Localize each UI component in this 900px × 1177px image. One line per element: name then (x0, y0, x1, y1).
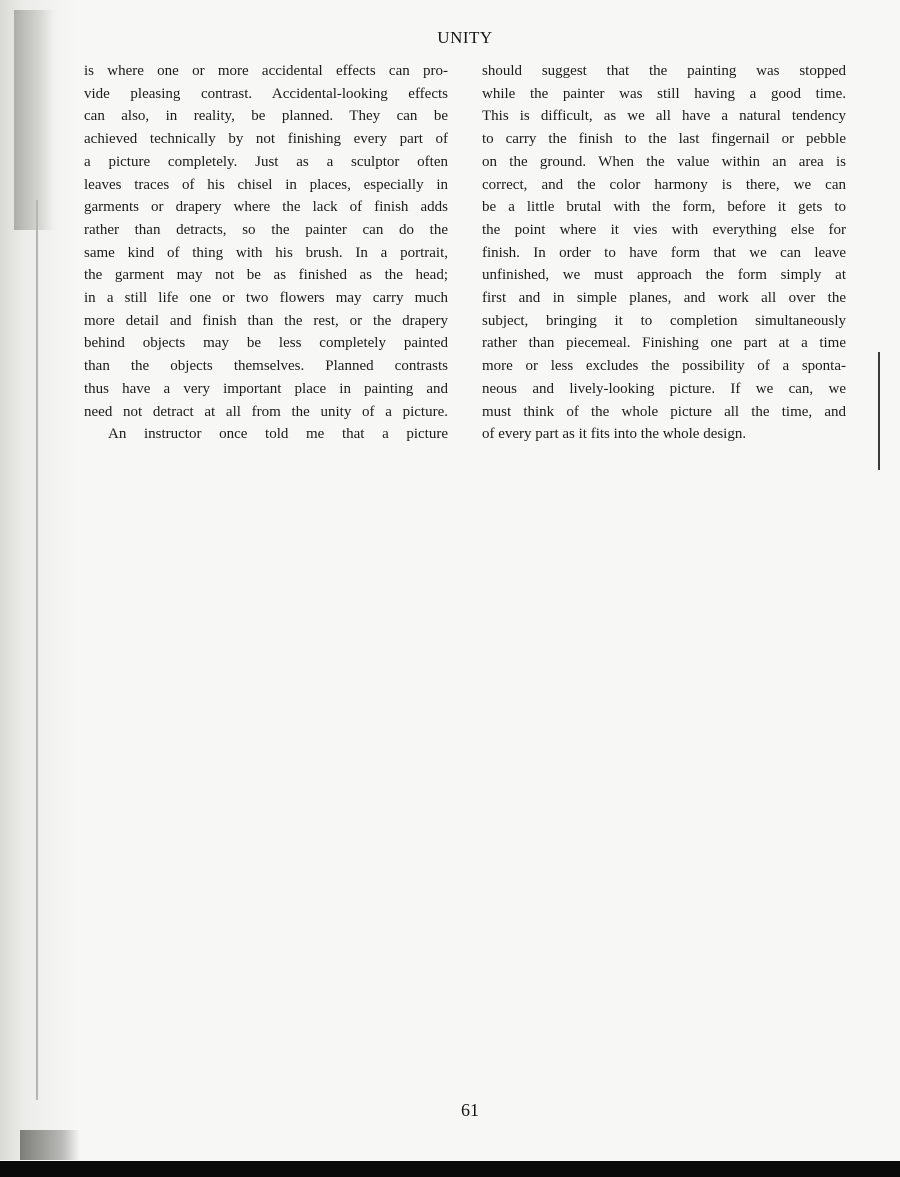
text-line: same kind of thing with his brush. In a portrait, (84, 244, 448, 261)
scan-gutter-bottom-patch (20, 1130, 80, 1160)
text-line: more or less excludes the possibility of a sponta- (482, 358, 846, 375)
scan-gutter-line (36, 200, 38, 1100)
text-line: the point where it vies with everything else for (482, 221, 846, 238)
text-line: must think of the whole picture all the time, and (482, 403, 846, 420)
text-line: correct, and the color harmony is there, we can (482, 176, 846, 193)
scan-right-mark (878, 352, 880, 470)
text-line: to carry the finish to the last fingernail or pebble (482, 131, 846, 148)
text-line: on the ground. When the value within an area is (482, 153, 846, 170)
text-line: This is difficult, as we all have a natural tendency (482, 108, 846, 125)
text-line: garments or drapery where the lack of finish adds (84, 199, 448, 216)
text-line: a picture completely. Just as a sculptor often (84, 153, 448, 170)
text-line: rather than piecemeal. Finishing one part at a time (482, 335, 846, 352)
paragraph-end-line: of every part as it fits into the whole design. (482, 426, 747, 443)
text-line: more detail and finish than the rest, or the drapery (84, 312, 448, 329)
text-line: should suggest that the painting was stopped (482, 63, 846, 79)
text-line: finish. In order to have form that we can leave (482, 244, 846, 261)
text-line: while the painter was still having a good time. (482, 85, 846, 102)
text-line: vide pleasing contrast. Accidental-looking effects (84, 85, 448, 102)
text-line: in a still life one or two flowers may carry much (84, 290, 448, 307)
text-line: thus have a very important place in painting and (84, 380, 448, 397)
text-line: unfinished, we must approach the form simply at (482, 267, 846, 284)
text-line: subject, bringing it to completion simultaneously (482, 312, 846, 329)
text-line: can also, in reality, be planned. They can be (84, 108, 448, 125)
text-line: leaves traces of his chisel in places, especially in (84, 176, 448, 193)
text-line: first and in simple planes, and work all over the (482, 290, 846, 307)
text-line: need not detract at all from the unity of a picture. (84, 403, 448, 420)
right-column (482, 60, 846, 446)
text-line: be a little brutal with the form, before it gets to (482, 199, 846, 216)
paragraph-start-line: An instructor once told me that a picture (108, 426, 448, 443)
text-line: neous and lively-looking picture. If we can, we (482, 380, 846, 397)
text-line: is where one or more accidental effects can pro- (84, 63, 448, 79)
text-line: than the objects themselves. Planned contrasts (84, 358, 448, 375)
text-line: behind objects may be less completely painted (84, 335, 448, 352)
text-line: rather than detracts, so the painter can do the (84, 221, 448, 238)
page-number: 61 (461, 1100, 479, 1120)
left-column (84, 60, 448, 446)
running-head: UNITY (437, 28, 493, 47)
text-line: achieved technically by not finishing every part of (84, 131, 448, 148)
scan-bottom-border (0, 1161, 900, 1177)
text-line: the garment may not be as finished as the head; (84, 267, 448, 284)
